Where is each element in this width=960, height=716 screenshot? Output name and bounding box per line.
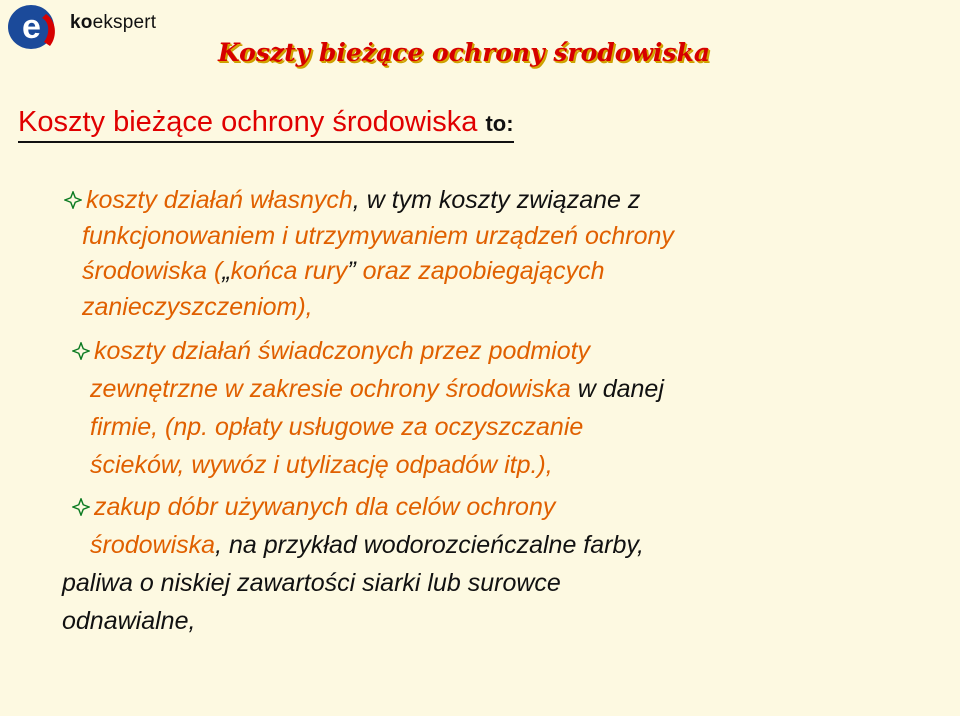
list-item-3-line-2: środowiska, na przykład wodorozcieńczalne farby,	[90, 531, 644, 559]
list-item-1-line-2: funkcjonowaniem i utrzymywaniem urządzeń ochrony	[82, 222, 674, 250]
slide-title: Koszty bieżące ochrony środowiska	[218, 38, 711, 67]
list-item-2-line-3: firmie, (np. opłaty usługowe za oczyszczanie	[90, 413, 584, 441]
logo-letter: e	[22, 8, 41, 46]
list-item-2-line-1: koszty działań świadczonych przez podmioty	[72, 334, 590, 370]
list-item-1-line-4: zanieczyszczeniom),	[82, 293, 313, 321]
diamond-star-icon	[64, 191, 82, 209]
list-item-2-line-2: zewnętrzne w zakresie ochrony środowiska w danej	[90, 375, 664, 403]
list-item-3-line-1: zakup dóbr używanych dla celów ochrony	[72, 490, 555, 526]
brand-name: koekspert	[70, 12, 157, 33]
list-item-3-line-3: paliwa o niskiej zawartości siarki lub surowce	[62, 569, 561, 597]
list-item-2-line-4: ścieków, wywóz i utylizację odpadów itp.),	[90, 451, 553, 479]
diamond-star-icon	[72, 342, 90, 360]
list-item-1-line-1: koszty działań własnych, w tym koszty związane z	[64, 183, 640, 219]
list-item-3-line-4: odnawialne,	[62, 607, 196, 635]
subtitle-suffix: to:	[485, 111, 514, 136]
subtitle-main: Koszty bieżące ochrony środowiska	[18, 106, 478, 138]
list-item-1-line-3: środowiska („końca rury” oraz zapobiegających	[82, 257, 605, 285]
diamond-star-icon	[72, 498, 90, 516]
